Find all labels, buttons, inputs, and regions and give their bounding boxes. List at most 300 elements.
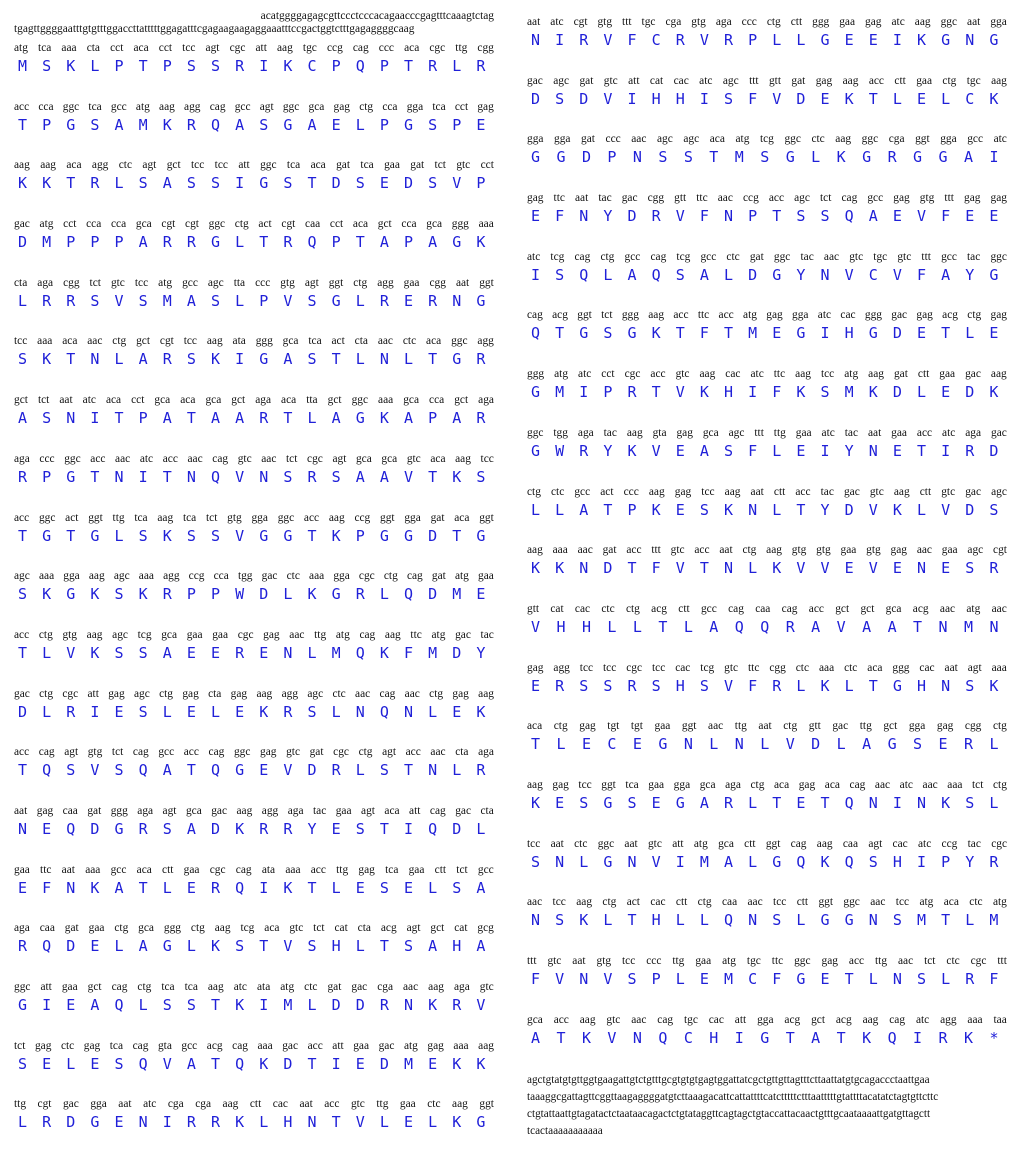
amino-acid: S [114, 1054, 125, 1073]
amino-acid: P [404, 233, 414, 252]
amino-acid: T [283, 409, 293, 428]
amino-acid: E [66, 996, 76, 1014]
amino-acid: T [138, 57, 149, 75]
amino-acid: D [965, 383, 975, 402]
amino-acid: E [259, 643, 269, 662]
codon: gca [527, 1013, 543, 1026]
codon-row [14, 921, 494, 936]
codon: aac [430, 746, 446, 759]
codon: gat [581, 133, 595, 146]
codon-row [14, 980, 494, 995]
amino-acid: D [811, 735, 821, 754]
amino-acid: S [658, 148, 668, 167]
codon: ctc [427, 1098, 441, 1111]
amino-acid: S [138, 643, 149, 662]
amino-acid: E [917, 324, 927, 343]
codon-row [527, 250, 1007, 265]
sequence-row [14, 1039, 494, 1093]
amino-acid: E [379, 174, 390, 193]
amino-acid: T [603, 500, 613, 519]
amino-acid: V [651, 852, 662, 871]
amino-acid: V [772, 89, 782, 108]
amino-acid-row [14, 1112, 494, 1132]
amino-acid: G [941, 31, 951, 49]
codon: aaa [138, 570, 154, 583]
amino-acid: P [627, 500, 638, 519]
codon: gga [406, 100, 424, 113]
codon: cta [354, 335, 368, 348]
codon: cgg [964, 720, 982, 733]
amino-acid: V [836, 617, 847, 636]
amino-acid-row [527, 89, 1007, 109]
amino-acid-row [14, 467, 494, 487]
amino-acid: G [42, 526, 52, 545]
amino-acid: E [917, 89, 927, 108]
amino-acid: L [42, 643, 52, 662]
codon: tac [967, 837, 981, 850]
sequence-row [14, 41, 494, 95]
amino-acid: C [748, 970, 758, 988]
codon: aac [377, 335, 393, 348]
amino-acid: S [355, 174, 366, 193]
amino-acid: T [331, 1113, 342, 1132]
codon: ttc [748, 661, 760, 674]
codon: gtc [647, 837, 662, 850]
amino-acid-row [527, 617, 1007, 637]
amino-acid: L [709, 735, 719, 754]
amino-acid: T [627, 559, 638, 578]
codon: gca [426, 218, 443, 231]
amino-acid: D [428, 526, 438, 545]
amino-acid: E [989, 324, 999, 343]
codon: ttg [734, 720, 747, 733]
sequence-row [14, 687, 494, 741]
codon: gtc [350, 1098, 365, 1111]
codon: tcg [137, 628, 152, 641]
codon: gag [108, 687, 125, 700]
amino-acid: N [452, 291, 462, 310]
amino-acid: M [748, 324, 758, 343]
codon: cac [673, 74, 689, 87]
codon: tcc [214, 159, 228, 172]
codon: cca [38, 100, 54, 113]
codon: tca [38, 42, 52, 54]
amino-acid: R [138, 819, 149, 838]
amino-acid: E [699, 970, 710, 988]
amino-acid: P [66, 233, 76, 252]
codon: atc [750, 368, 764, 381]
amino-acid: N [138, 1113, 149, 1132]
amino-acid: A [114, 115, 125, 134]
amino-acid: N [404, 702, 414, 721]
amino-acid: E [186, 702, 197, 721]
codon: ctt [434, 863, 447, 876]
codon: ggt [818, 896, 834, 909]
amino-acid: P [452, 115, 462, 134]
codon: aca [105, 394, 122, 407]
codon: aac [870, 896, 886, 909]
codon: cga [888, 133, 905, 146]
amino-acid: K [844, 89, 855, 108]
codon: gaa [891, 426, 907, 439]
amino-acid: V [283, 937, 293, 956]
amino-acid: G [331, 585, 342, 604]
amino-acid-row [14, 232, 494, 252]
codon: ccg [188, 570, 205, 583]
codon: cag [208, 746, 225, 759]
codon: cgg [477, 42, 494, 54]
codon: agg [553, 661, 570, 674]
codon: gaa [384, 159, 400, 172]
codon: aga [725, 778, 741, 791]
amino-acid: R [259, 819, 269, 838]
codon: tcc [191, 159, 205, 172]
codon: aat [59, 394, 73, 407]
codon-row [14, 158, 494, 173]
codon: acc [626, 544, 642, 557]
amino-acid: G [796, 324, 806, 343]
codon: att [409, 804, 421, 817]
amino-acid: I [699, 89, 710, 108]
amino-acid: E [404, 291, 414, 310]
amino-acid: M [844, 383, 855, 402]
amino-acid: I [913, 1028, 923, 1047]
codon: ttc [771, 955, 784, 967]
amino-acid: N [892, 970, 903, 988]
amino-acid: N [90, 350, 100, 369]
codon: gat [327, 981, 342, 993]
downstream-utr [527, 1072, 1007, 1140]
codon: gag [579, 720, 596, 733]
sequence-row [14, 158, 494, 212]
codon: gac [527, 74, 543, 87]
amino-acid: S [379, 761, 390, 780]
amino-acid: A [811, 1028, 821, 1047]
codon: acg [942, 309, 958, 322]
amino-acid: A [114, 878, 125, 897]
amino-acid: K [90, 878, 100, 897]
amino-acid: L [748, 793, 758, 812]
codon: act [258, 218, 272, 231]
amino-acid: G [259, 526, 269, 545]
amino-acid: E [989, 207, 999, 226]
amino-acid: K [531, 559, 541, 578]
amino-acid: E [404, 878, 414, 897]
codon-row [14, 804, 494, 819]
codon: aga [715, 16, 732, 28]
amino-acid: L [760, 735, 770, 754]
codon: tct [286, 452, 298, 465]
amino-acid: T [941, 324, 951, 343]
codon: aga [255, 394, 272, 407]
codon: gcg [477, 922, 494, 935]
codon: aca [310, 159, 326, 172]
codon: ctg [112, 335, 127, 348]
codon-row [527, 426, 1007, 441]
codon: agc [112, 628, 128, 641]
codon: cag [728, 602, 744, 615]
codon: atc [915, 1013, 930, 1026]
amino-acid: E [452, 702, 462, 721]
amino-acid: K [651, 324, 662, 343]
codon: gag [766, 309, 783, 322]
codon: gat [791, 74, 806, 87]
codon: cac [725, 368, 741, 381]
codon: ttg [773, 426, 786, 439]
codon: ggg [527, 368, 545, 381]
codon: gga [404, 511, 421, 524]
amino-acid: K [211, 350, 221, 369]
amino-acid: E [938, 735, 949, 754]
codon: ggt [328, 276, 344, 289]
codon: atg [722, 955, 736, 967]
amino-acid-row [14, 643, 494, 663]
amino-acid: I [917, 852, 927, 871]
codon: gtc [110, 276, 125, 289]
codon: cag [889, 1013, 906, 1026]
codon: gct [377, 218, 392, 231]
amino-acid: N [748, 500, 758, 519]
codon: aag [328, 511, 345, 524]
utr-line: acatggggagagcgttccctcccacagaacccgagtttcaaagtctag [260, 10, 494, 22]
amino-acid: V [651, 441, 662, 460]
codon: atc [527, 250, 541, 263]
amino-acid: L [555, 500, 565, 519]
codon: tct [924, 955, 936, 967]
amino-acid: G [211, 233, 221, 252]
amino-acid: K [581, 1028, 592, 1047]
amino-acid: K [989, 383, 999, 402]
amino-acid: H [917, 676, 927, 695]
codon: aag [795, 368, 811, 381]
codon: aat [455, 276, 470, 289]
amino-acid: A [476, 937, 486, 956]
amino-acid: I [989, 148, 999, 167]
sequence-row [14, 921, 494, 975]
amino-acid: H [651, 89, 662, 108]
amino-acid: I [138, 467, 149, 486]
amino-acid: S [724, 441, 734, 460]
codon: gtc [456, 159, 471, 172]
codon: ctg [527, 485, 541, 498]
codon: agc [656, 133, 673, 146]
codon: tct [89, 276, 101, 289]
codon: agc [722, 74, 739, 87]
translation-block [527, 15, 1007, 1066]
amino-acid: G [820, 31, 831, 49]
codon: aga [965, 426, 982, 439]
amino-acid: D [581, 148, 592, 167]
codon: aag [277, 42, 293, 54]
codon: ggc [14, 981, 31, 993]
amino-acid: S [186, 526, 197, 545]
amino-acid: G [579, 324, 589, 343]
amino-acid: M [331, 643, 342, 662]
codon: tta [233, 276, 246, 289]
amino-acid: R [186, 233, 197, 252]
amino-acid: M [18, 57, 28, 75]
sequence-row [14, 980, 494, 1034]
amino-acid: L [607, 617, 617, 636]
amino-acid: L [796, 911, 806, 930]
amino-acid: M [428, 643, 438, 662]
amino-acid-row [14, 584, 494, 604]
amino-acid: G [796, 970, 806, 988]
amino-acid: Q [844, 793, 855, 812]
amino-acid: K [772, 559, 782, 578]
amino-acid: K [868, 383, 879, 402]
codon: tca [385, 863, 399, 876]
amino-acid: V [675, 559, 686, 578]
amino-acid: L [211, 702, 221, 721]
codon: gag [83, 1039, 101, 1052]
amino-acid: T [355, 233, 366, 252]
amino-acid: S [186, 996, 197, 1014]
amino-acid: E [114, 702, 125, 721]
amino-acid: S [965, 676, 975, 695]
codon: atc [993, 133, 1007, 146]
amino-acid: L [796, 31, 806, 49]
amino-acid: P [355, 526, 366, 545]
amino-acid: G [114, 819, 125, 838]
codon: tca [184, 981, 198, 993]
amino-acid: Q [211, 115, 221, 134]
codon: gat [430, 511, 445, 524]
codon: cct [329, 218, 344, 231]
amino-acid: P [941, 852, 951, 871]
codon: gcc [182, 276, 198, 289]
codon: gac [378, 1039, 395, 1052]
amino-acid: G [90, 526, 100, 545]
amino-acid: K [90, 643, 100, 662]
codon: ata [256, 981, 271, 993]
amino-acid: K [235, 819, 245, 838]
codon: atg [743, 309, 757, 322]
amino-acid: P [162, 57, 173, 75]
codon: ccc [378, 42, 394, 54]
amino-acid: D [211, 819, 221, 838]
codon: gtg [691, 16, 706, 28]
amino-acid: T [917, 441, 927, 460]
amino-acid: A [862, 735, 872, 754]
codon: gtc [724, 661, 739, 674]
amino-acid: S [699, 676, 710, 695]
amino-acid: S [211, 526, 221, 545]
codon: atg [39, 218, 54, 231]
amino-acid: N [820, 265, 831, 284]
codon: tca [360, 159, 374, 172]
codon: aag [648, 309, 665, 322]
amino-acid: T [868, 676, 879, 695]
amino-acid: S [555, 265, 565, 284]
amino-acid: V [724, 676, 734, 695]
codon: gtc [237, 452, 252, 465]
amino-acid: T [307, 526, 318, 545]
amino-acid-row [14, 408, 494, 428]
amino-acid: S [138, 174, 149, 193]
amino-acid: H [331, 937, 342, 956]
amino-acid: L [941, 89, 951, 108]
amino-acid-row [527, 734, 1007, 754]
codon: acg [206, 1039, 223, 1052]
amino-acid: Q [760, 617, 770, 636]
amino-acid: M [555, 383, 565, 402]
amino-acid: G [452, 233, 462, 252]
codon: cgc [209, 863, 226, 876]
amino-acid: G [892, 676, 903, 695]
amino-acid: N [555, 852, 565, 871]
codon: gag [865, 16, 882, 28]
amino-acid: V [476, 996, 486, 1014]
codon: acc [303, 511, 320, 524]
amino-acid: R [162, 585, 173, 604]
amino-acid: K [476, 702, 486, 721]
amino-acid: E [235, 702, 245, 721]
amino-acid: K [379, 409, 390, 428]
amino-acid: S [138, 702, 149, 721]
amino-acid: L [355, 291, 366, 310]
amino-acid: P [748, 31, 758, 49]
amino-acid: I [90, 409, 100, 428]
amino-acid: L [235, 291, 245, 310]
codon: gac [991, 426, 1007, 439]
codon: cag [650, 250, 667, 263]
amino-acid: L [404, 350, 414, 369]
amino-acid: S [627, 970, 638, 988]
codon: gtc [897, 250, 912, 263]
amino-acid: N [428, 761, 438, 780]
codon: aga [14, 452, 30, 465]
codon: agt [361, 804, 375, 817]
amino-acid-row [527, 910, 1007, 930]
codon: tct [601, 309, 613, 322]
codon: ttc [410, 628, 422, 641]
amino-acid-row [14, 526, 494, 546]
amino-acid: F [555, 207, 565, 226]
codon: aca [281, 394, 297, 407]
amino-acid: S [760, 148, 770, 167]
amino-acid-row [14, 819, 494, 839]
codon: gcc [941, 250, 957, 263]
amino-acid: D [989, 441, 999, 460]
codon: acc [795, 485, 811, 498]
codon: cct [480, 159, 494, 172]
codon: atg [966, 602, 981, 615]
codon: cac [840, 309, 856, 322]
codon: aag [868, 368, 884, 381]
codon: att [332, 1039, 344, 1052]
codon: cac [574, 602, 591, 615]
codon: ctg [697, 896, 712, 909]
codon: aga [137, 804, 154, 817]
amino-acid: N [355, 702, 366, 721]
amino-acid: E [404, 1113, 414, 1132]
codon: gtc [603, 74, 618, 87]
amino-acid: A [627, 265, 638, 284]
amino-acid: G [90, 1113, 100, 1132]
codon: cag [132, 746, 149, 759]
amino-acid: K [724, 500, 734, 519]
amino-acid: T [796, 500, 806, 519]
amino-acid: S [18, 585, 28, 604]
codon: atg [135, 100, 150, 113]
codon: ggt [479, 276, 494, 289]
codon: atc [82, 394, 96, 407]
codon: ctt [796, 896, 809, 909]
codon: agt [382, 746, 397, 759]
amino-acid: S [892, 911, 903, 930]
codon: aac [403, 981, 419, 993]
